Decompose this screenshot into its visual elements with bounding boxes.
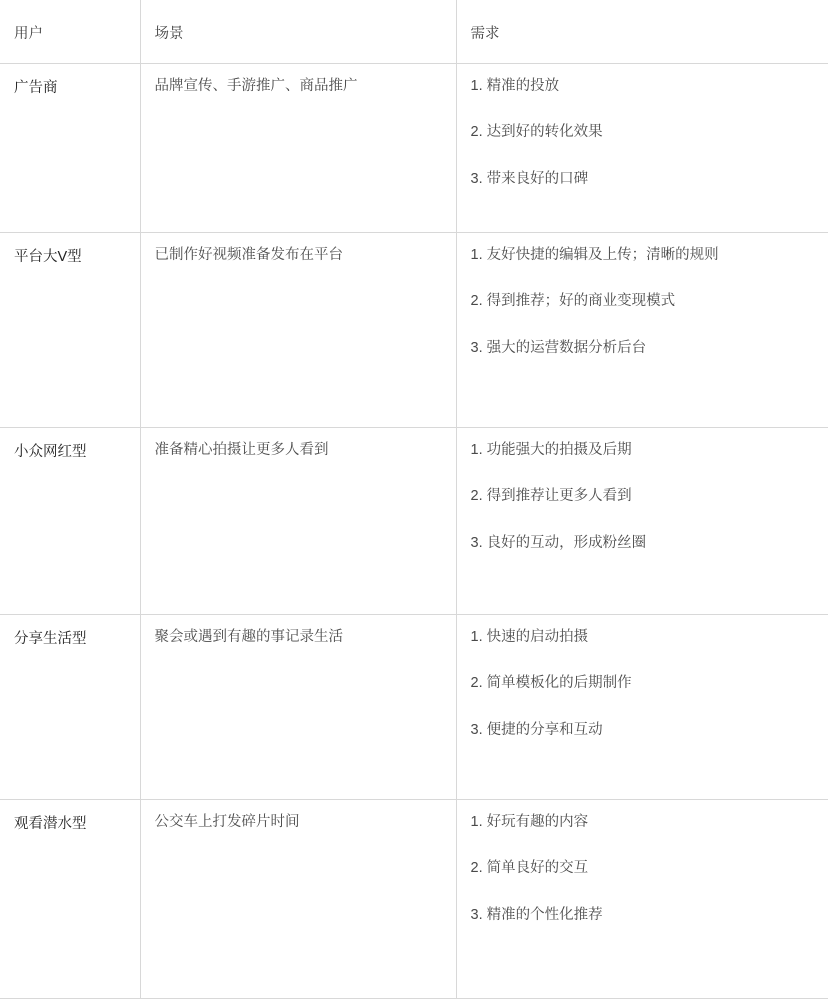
cell-user: 分享生活型: [0, 615, 140, 800]
list-item-number: 3.: [470, 534, 483, 551]
list-item: [471, 245, 815, 265]
cell-user: 小众网红型: [0, 428, 140, 615]
list-item-number: 1.: [470, 247, 483, 263]
table-row: [0, 428, 828, 615]
cell-scene: 准备精心拍摄让更多人看到: [140, 428, 456, 615]
list-item-label: 友好快捷的编辑及上传；清晰的规则: [486, 247, 719, 263]
list-item-label: 快速的启动拍摄: [486, 629, 589, 645]
cell-user: 平台大V型: [0, 233, 140, 428]
cell-scene: 聚会或遇到有趣的事记录生活: [140, 615, 456, 800]
list-item-label: 带来良好的口碑: [486, 170, 589, 187]
list-item: [471, 440, 815, 460]
needs-list: [471, 440, 815, 553]
list-item: [471, 627, 815, 647]
table-row: [0, 233, 828, 428]
cell-user: 观看潜水型: [0, 800, 140, 999]
list-item-label: 便捷的分享和互动: [486, 721, 603, 738]
table-header-row: [0, 0, 828, 64]
list-item-number: 2.: [470, 293, 483, 310]
table-row: [0, 64, 828, 233]
list-item-number: 1.: [470, 814, 483, 830]
cell-scene: 公交车上打发碎片时间: [140, 800, 456, 999]
list-item-label: 好玩有趣的内容: [486, 814, 589, 830]
cell-needs: [456, 615, 828, 800]
list-item: [471, 169, 815, 189]
list-item: [471, 122, 815, 142]
cell-needs: [456, 800, 828, 999]
column-header-need: 需求: [456, 0, 828, 64]
needs-list: [471, 627, 815, 740]
needs-list: [471, 812, 815, 925]
cell-user: 广告商: [0, 64, 140, 233]
list-item-label: 精准的个性化推荐: [486, 906, 603, 923]
list-item-label: 简单良好的交互: [486, 860, 589, 877]
list-item: [471, 76, 815, 96]
list-item: [471, 858, 815, 878]
list-item-number: 1.: [470, 78, 483, 94]
list-item-number: 3.: [470, 339, 483, 356]
list-item: [471, 905, 815, 925]
list-item: [471, 673, 815, 693]
list-item: [471, 291, 815, 311]
list-item-number: 1.: [470, 629, 483, 645]
list-item-number: 3.: [470, 170, 483, 187]
list-item-number: 2.: [470, 675, 483, 692]
list-item-label: 得到推荐让更多人看到: [486, 488, 632, 505]
list-item-label: 达到好的转化效果: [486, 124, 603, 141]
list-item-label: 得到推荐；好的商业变现模式: [486, 293, 676, 310]
list-item-label: 良好的互动，形成粉丝圈: [486, 534, 647, 551]
cell-needs: [456, 233, 828, 428]
list-item-number: 2.: [470, 124, 483, 141]
list-item-number: 2.: [470, 488, 483, 505]
list-item-label: 精准的投放: [486, 78, 560, 94]
list-item: [471, 720, 815, 740]
cell-scene: 品牌宣传、手游推广、商品推广: [140, 64, 456, 233]
column-header-scene: 场景: [140, 0, 456, 64]
table-row: [0, 800, 828, 999]
list-item-number: 2.: [470, 860, 483, 877]
cell-scene: 已制作好视频准备发布在平台: [140, 233, 456, 428]
list-item-label: 强大的运营数据分析后台: [486, 339, 647, 356]
column-header-user: 用户: [0, 0, 140, 64]
cell-needs: [456, 428, 828, 615]
list-item: [471, 486, 815, 506]
cell-needs: [456, 64, 828, 233]
list-item: [471, 338, 815, 358]
list-item-label: 功能强大的拍摄及后期: [486, 442, 632, 458]
list-item-number: 1.: [470, 442, 483, 458]
list-item-number: 3.: [470, 721, 483, 738]
list-item-label: 简单模板化的后期制作: [486, 675, 632, 692]
list-item-number: 3.: [470, 906, 483, 923]
table-row: [0, 615, 828, 800]
needs-list: [471, 76, 815, 189]
list-item: [471, 533, 815, 553]
needs-list: [471, 245, 815, 358]
list-item: [471, 812, 815, 832]
